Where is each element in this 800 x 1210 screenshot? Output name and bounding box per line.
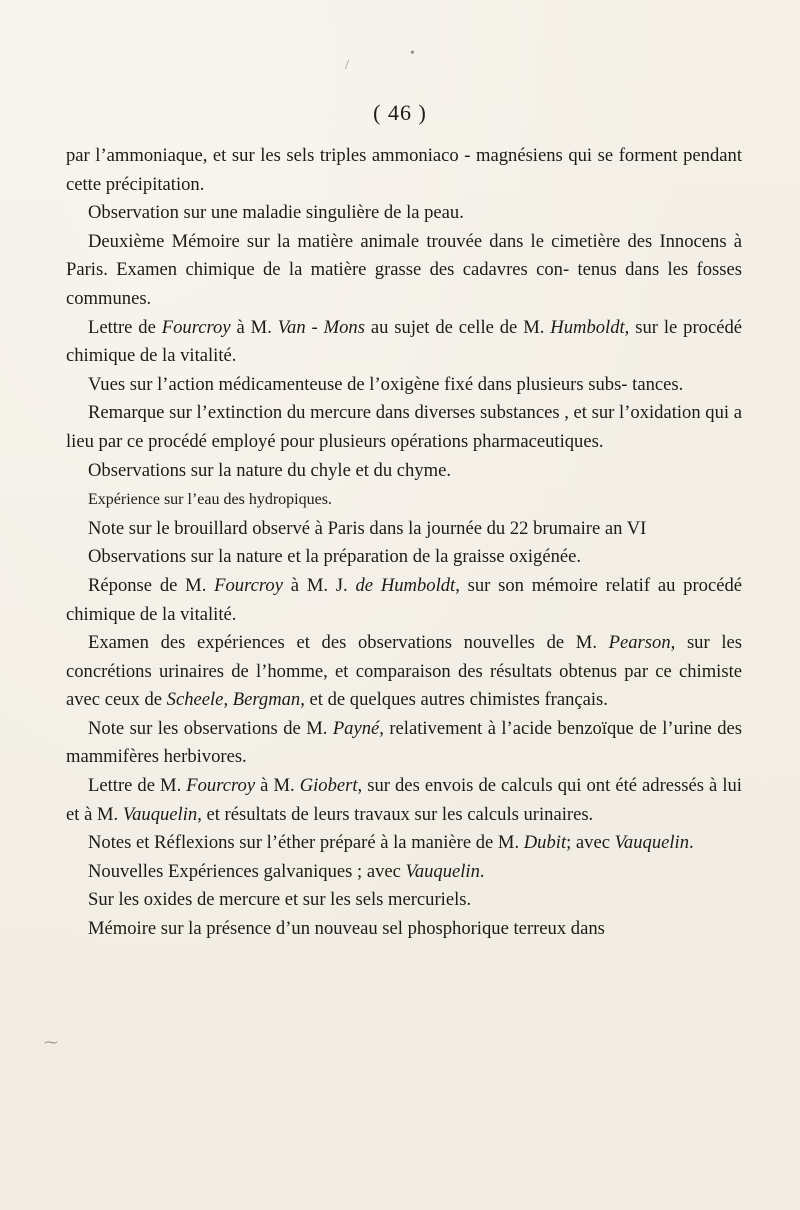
text-block	[66, 142, 742, 944]
entry-2: Deuxième Mémoire sur la matière animale trouvée dans le cimetière des Innocens à Paris. Examen chimique de la matière grasse des cadavres con- tenus dans les fosses communes.	[66, 230, 742, 309]
entry-3: Lettre de Fourcroy à M. Van - Mons au sujet de celle de M. Humboldt, sur le procédé chimique de la vitalité.	[66, 316, 743, 367]
entry-6: Observations sur la nature du chyle et du chyme.	[88, 459, 451, 481]
page-number: ( 46 )	[373, 100, 427, 125]
entry-17: Mémoire sur la présence d’un nouveau sel phosphorique terreux dans	[88, 918, 605, 940]
entry-8: Note sur le brouillard observé à Paris dans la journée du 22 brumaire an VI	[88, 517, 647, 539]
entry-15: Nouvelles Expériences galvaniques ; avec Vauquelin.	[88, 860, 485, 882]
entry-10: Réponse de M. Fourcroy à M. J. de Humboldt, sur son mémoire relatif au procédé chimique de la vitalité.	[66, 574, 742, 625]
entry-0: par l’ammoniaque, et sur les sels triples ammoniaco - magnésiens qui se forment pendant cette précipitation.	[66, 145, 742, 195]
margin-mark: /	[345, 58, 349, 73]
entry-9: Observations sur la nature et la préparation de la graisse oxigénée.	[88, 546, 582, 568]
entry-1: Observation sur une maladie singulière de la peau.	[88, 202, 464, 224]
entry-11: Examen des expériences et des observations nouvelles de M. Pearson, sur les concrétions urinaires de l’homme, et comparaison des résultats obtenus par ce chimiste avec ceux de Scheele, Bergman, et de quelques autres chimistes français.	[66, 632, 742, 711]
margin-mark: •	[410, 46, 415, 61]
entry-7: Expérience sur l’eau des hydropiques.	[88, 491, 332, 509]
entry-5: Remarque sur l’extinction du mercure dans diverses substances , et sur l’oxidation qui a lieu par ce procédé employé pour plusieurs opérations pharmaceutiques.	[66, 402, 742, 452]
entry-14: Notes et Réflexions sur l’éther préparé à la manière de M. Dubit; avec Vauquelin.	[88, 832, 694, 854]
entry-4: Vues sur l’action médicamenteuse de l’oxigène fixé dans plusieurs subs- tances.	[88, 373, 684, 395]
entry-13: Lettre de M. Fourcroy à M. Giobert, sur des envois de calculs qui ont été adressés à lui et à M. Vauquelin, et résultats de leurs travaux sur les calculs urinaires.	[66, 775, 742, 825]
entry-16: Sur les oxides de mercure et sur les sels mercuriels.	[88, 889, 472, 911]
entry-12: Note sur les observations de M. Payné, relativement à l’acide benzoïque de l’urine des mammifères herbivores.	[66, 717, 742, 768]
margin-mark: ⁓	[44, 1036, 58, 1051]
